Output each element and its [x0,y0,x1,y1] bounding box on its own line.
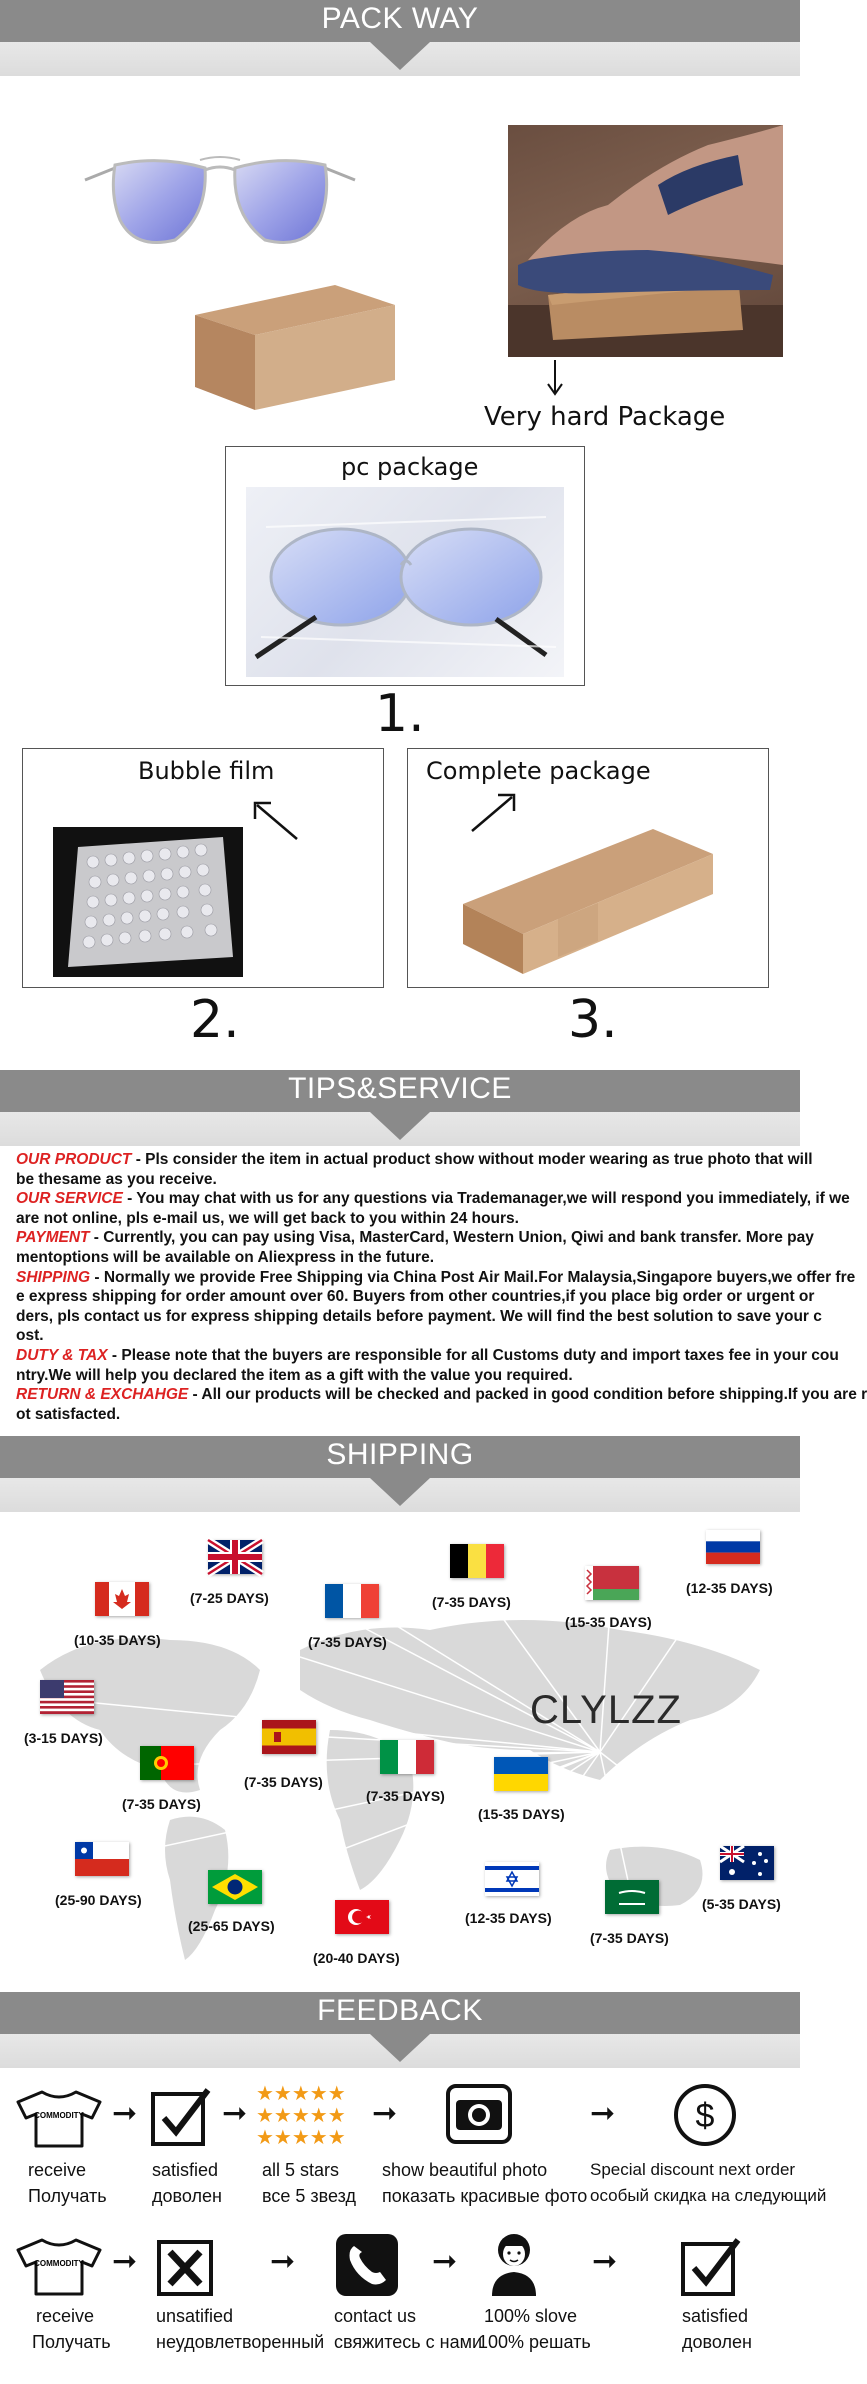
unsatisfied-label: unsatified [156,2306,234,2326]
tip-line [16,1209,800,1229]
checkbox-crossed-icon [156,2236,218,2298]
satisfied-label-ru: доволен [152,2186,222,2206]
tip-text: be thesame as you receive. [16,1170,217,1188]
tip-line [16,1405,800,1425]
receive-label: receive [28,2160,87,2180]
step-3-number: 3. [568,990,618,1050]
show-photo-label-ru: показать красивые фото [382,2186,588,2206]
unsatisfied-label-ru: неудовлетворенный [156,2332,325,2352]
tip-text: ntry.We will help you declared the item as a gift with the value you required. [16,1366,573,1384]
brazil-days: (25-65 DAYS) [188,1918,275,1934]
belgium-flag-icon [450,1544,504,1578]
five-stars-label-ru: все 5 звезд [262,2186,356,2206]
russia-flag-icon [706,1530,760,1564]
tip-text: are not online, pls e-mail us, we will get back to you within 24 hours. [16,1209,519,1227]
turkey-days: (20-40 DAYS) [313,1950,400,1966]
plastic-bag-image [246,487,564,677]
satisfied-label: satisfied [152,2160,219,2180]
foot-photo-drawing [508,125,783,357]
receive-label-ru: Получать [28,2186,107,2206]
belarus-days: (15-35 DAYS) [565,1614,652,1630]
complete-package-caption: Complete package [426,757,651,785]
dollar-coin-icon [672,2082,738,2148]
cardboard-box-image [185,275,405,415]
tip-text: ot satisfacted. [16,1405,121,1423]
receive-label-ru: Получать [32,2332,111,2352]
discount-label-ru: особый скидка на следующий [590,2186,827,2205]
brand-label: CLYLZZ [530,1688,682,1732]
tip-line [16,1150,813,1170]
belgium-days: (7-35 DAYS) [432,1594,511,1610]
tip-line [16,1385,867,1405]
five-stars-icon [256,2082,356,2148]
tip-key: DUTY & TAX [16,1346,108,1364]
tip-line [16,1366,800,1386]
bubble-wrap-drawing [53,827,243,977]
tip-text: e express shipping for order amount over 60. Buyers from other countries,if you place big order or urgent or [16,1288,815,1306]
support-agent-icon [484,2226,544,2298]
usa-flag-icon [40,1680,94,1714]
bubble-film-caption: Bubble film [138,757,275,785]
tip-text: - Currently, you can pay using Visa, MasterCard, Western Union, Qiwi and bank transfer. More pay [89,1229,814,1247]
tip-text: - You may chat with us for any questions via Trademanager,we will respond you immediately, if we [122,1190,850,1208]
pack-way-banner [0,0,800,76]
foot-on-box-photo [508,125,783,357]
tip-text: mentoptions will be available on Aliexpress in the future. [16,1248,435,1266]
pc-package-caption: pc package [341,453,479,481]
pack-way-title: PACK WAY [321,2,479,35]
tip-text: ost. [16,1327,44,1345]
usa-days: (3-15 DAYS) [24,1730,103,1746]
right-arrow-icon: ➞ [432,2245,458,2278]
checkbox-checked-icon [680,2236,742,2298]
tips-service-banner [0,1070,800,1146]
israel-flag-icon [485,1862,539,1896]
tip-key: RETURN & EXCHAHGE [16,1386,189,1404]
satisfied-label: satisfied [682,2306,749,2326]
contact-us-label: contact us [334,2306,417,2326]
solve-label: 100% slove [484,2306,578,2326]
complete-package-frame [407,748,769,988]
right-arrow-icon: ➞ [270,2245,296,2278]
saudi-days: (7-35 DAYS) [590,1930,669,1946]
svg-text:★★★★★: ★★★★★ [256,2083,346,2105]
belarus-flag-icon [585,1566,639,1600]
right-arrow-icon: ➞ [592,2245,618,2278]
show-photo-label: show beautiful photo [382,2160,548,2180]
bubble-film-frame [22,748,384,988]
tip-line [16,1170,800,1190]
canada-flag-icon [95,1582,149,1616]
chile-days: (25-90 DAYS) [55,1892,142,1908]
portugal-days: (7-35 DAYS) [122,1796,201,1812]
tip-line [16,1307,822,1327]
receive-label: receive [36,2306,95,2326]
tip-text: - Please note that the buyers are responsible for all Customs duty and import taxes fee in your cou [107,1346,839,1364]
israel-days: (12-35 DAYS) [465,1910,552,1926]
right-arrow-icon: ➞ [590,2097,616,2130]
very-hard-package-caption: Very hard Package [484,402,726,432]
contact-us-label-ru: свяжитесь с нами [334,2332,483,2352]
phone-icon [334,2232,400,2298]
uk-days: (7-25 DAYS) [190,1590,269,1606]
tip-key: SHIPPING [16,1268,91,1286]
tip-line [16,1189,850,1209]
down-arrow-icon [545,358,565,403]
tshirt-commodity-icon [14,2236,104,2298]
spain-flag-icon [262,1720,316,1754]
commodity-label: COMMODITY [34,2259,84,2268]
tip-line [16,1346,839,1366]
feedback-banner [0,1992,800,2068]
italy-flag-icon [380,1740,434,1774]
tip-key: OUR PRODUCT [16,1151,132,1168]
sealed-box-image [448,809,738,979]
tip-text: ders, pls contact us for express shipping details before payment. We will find the best solution to save your c [16,1307,822,1325]
tip-text: - Normally we provide Free Shipping via China Post Air Mail.For Malaysia,Singapore buyers,we offer fre [90,1268,856,1286]
uk-flag-icon [208,1540,262,1574]
aviator-sunglasses-image [80,140,360,255]
wrapped-sunglasses-drawing [246,487,564,677]
northwest-arrow-icon [251,799,301,846]
camera-icon [444,2082,514,2146]
discount-label: Special discount next order [590,2160,796,2179]
tip-line [16,1228,814,1248]
commodity-label: COMMODITY [34,2111,84,2120]
italy-days: (7-35 DAYS) [366,1788,445,1804]
australia-flag-icon [720,1846,774,1880]
right-arrow-icon: ➞ [112,2245,138,2278]
tip-line [16,1268,856,1288]
tip-line [16,1248,800,1268]
bubble-wrap-image [53,827,243,977]
right-arrow-icon: ➞ [372,2097,398,2130]
checkbox-checked-icon [150,2086,212,2148]
ukraine-flag-icon [494,1757,548,1791]
satisfied-label-ru: доволен [682,2332,752,2352]
brazil-flag-icon [208,1870,262,1904]
step-1-number: 1. [375,684,425,744]
five-stars-label: all 5 stars [262,2160,340,2180]
portugal-flag-icon [140,1746,194,1780]
tip-text: - All our products will be checked and packed in good condition before shipping.If you are r [188,1386,867,1404]
spain-days: (7-35 DAYS) [244,1774,323,1790]
tip-line [16,1287,815,1307]
svg-text:$: $ [695,2097,715,2135]
ukraine-days: (15-35 DAYS) [478,1806,565,1822]
chile-flag-icon [75,1842,129,1876]
tip-key: OUR SERVICE [16,1190,123,1208]
tip-key: PAYMENT [16,1229,90,1247]
tips-text-block [16,1150,867,1424]
svg-text:★★★★★: ★★★★★ [256,2105,346,2127]
step-2-number: 2. [190,990,240,1050]
feedback-title: FEEDBACK [317,1994,483,2027]
france-flag-icon [325,1584,379,1618]
saudi-flag-icon [605,1880,659,1914]
right-arrow-icon: ➞ [222,2097,248,2130]
svg-text:★★★★★: ★★★★★ [256,2127,346,2149]
france-days: (7-35 DAYS) [308,1634,387,1650]
right-arrow-icon: ➞ [112,2097,138,2130]
pc-package-frame [225,446,585,686]
russia-days: (12-35 DAYS) [686,1580,773,1596]
tip-text: - Pls consider the item in actual product show without moder wearing as true photo that will [131,1151,813,1168]
solve-label-ru: 100% решать [478,2332,591,2352]
shipping-title: SHIPPING [326,1438,474,1471]
australia-days: (5-35 DAYS) [702,1896,781,1912]
canada-days: (10-35 DAYS) [74,1632,161,1648]
shipping-banner [0,1436,800,1512]
turkey-flag-icon [335,1900,389,1934]
tshirt-commodity-icon [14,2088,104,2150]
tips-service-title: TIPS&SERVICE [288,1072,512,1105]
tip-line [16,1326,800,1346]
